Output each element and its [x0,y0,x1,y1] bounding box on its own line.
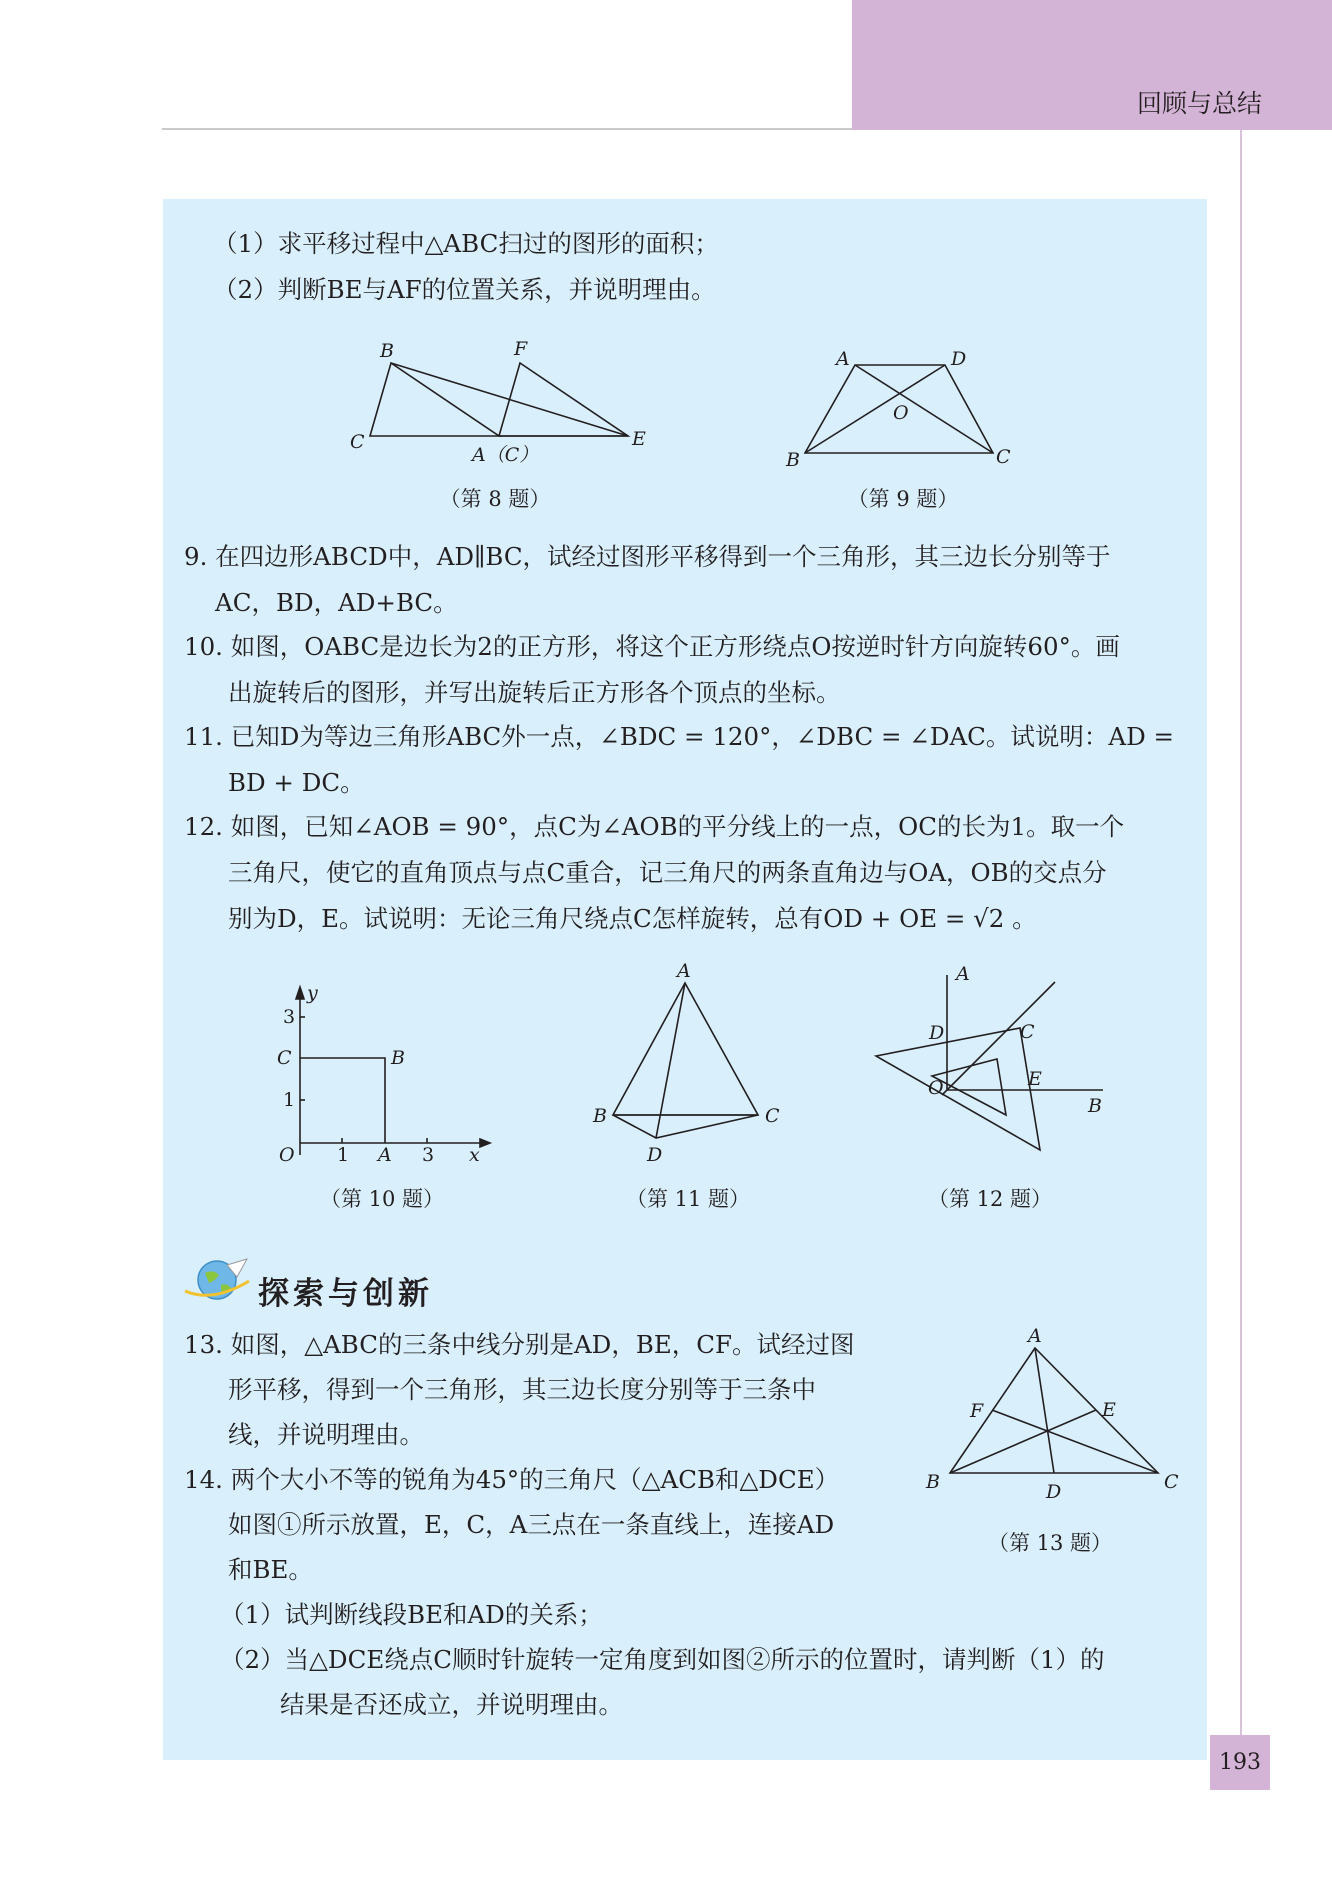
q14-part2-line1: （2）当△DCE绕点C顺时针旋转一定角度到如图②所示的位置时，请判断（1）的 [220,1645,1105,1674]
figure-11 [585,960,805,1175]
q14-part2-line2: 结果是否还成立，并说明理由。 [280,1690,623,1719]
label-A: A [956,963,970,985]
label-C: C [1164,1471,1179,1493]
triangle-def [499,363,628,436]
label-D: D [929,1022,945,1044]
label-F: F [514,338,528,360]
figure-9 [780,345,1030,470]
figure-10 [265,982,495,1166]
label-B: B [926,1471,940,1493]
caption-fig8: （第 8 题） [439,487,551,511]
tick-y3: 3 [283,1006,296,1028]
tick-x1: 1 [337,1144,350,1166]
label-B: B [786,449,800,471]
label-A: A [1028,1325,1042,1347]
label-E: E [1102,1399,1116,1421]
q12-line2: 三角尺，使它的直角顶点与点C重合，记三角尺的两条直角边与OA，OB的交点分 [228,858,1107,887]
triangle-abc [370,363,499,436]
section-title: 探索与创新 [258,1276,433,1312]
figure-8 [340,335,670,465]
label-B: B [391,1047,405,1069]
caption-fig9: （第 9 题） [847,487,959,511]
caption-fig10: （第 10 题） [319,1187,445,1211]
label-E: E [1028,1068,1042,1090]
label-C: C [765,1105,780,1127]
q14-line1: 14. 两个大小不等的锐角为45°的三角尺（△ACB和△DCE） [184,1465,840,1494]
label-D: D [951,348,967,370]
q13-line2: 形平移，得到一个三角形，其三边长度分别等于三条中 [228,1375,816,1404]
header-banner [852,0,1332,130]
page-number: 193 [1210,1735,1270,1790]
label-C: C [350,431,365,453]
label-C: C [996,446,1011,468]
label-B: B [593,1105,607,1127]
label-y: y [307,982,318,1004]
q10-line2: 出旋转后的图形，并写出旋转后正方形各个顶点的坐标。 [228,678,841,707]
label-A: A [677,960,691,982]
label-O: O [893,402,909,424]
label-O: O [279,1144,295,1166]
label-B: B [380,340,394,362]
triangle-bdc [613,1115,758,1138]
q12-line1: 12. 如图，已知∠AOB = 90°，点C为∠AOB的平分线上的一点，OC的长为1。取一个 [184,812,1125,841]
q14-line3: 和BE。 [228,1555,313,1584]
label-AC: A（C） [472,444,539,466]
triangle-abc [613,983,758,1115]
q11-line2: BD + DC。 [228,768,365,797]
label-x: x [469,1144,480,1166]
header-rule [162,128,852,130]
label-O: O [928,1077,944,1099]
globe-paper-plane-icon [183,1255,253,1305]
header-title: 回顾与总结 [1136,89,1262,118]
q9-line2: AC，BD，AD+BC。 [215,588,458,617]
label-C: C [1020,1021,1035,1043]
label-B: B [1088,1095,1102,1117]
caption-fig13: （第 13 题） [987,1531,1113,1555]
q13-line3: 线，并说明理由。 [228,1420,424,1449]
q14-line2: 如图①所示放置，E，C，A三点在一条直线上，连接AD [228,1510,835,1539]
q12-line3: 别为D，E。试说明：无论三角尺绕点C怎样旋转，总有OD + OE = √2 。 [228,904,1037,933]
q9-line1: 9. 在四边形ABCD中，AD∥BC，试经过图形平移得到一个三角形，其三边长分别等于 [184,542,1111,571]
q13-line1: 13. 如图，△ABC的三条中线分别是AD，BE，CF。试经过图 [184,1330,855,1359]
q8-part2: （2）判断BE与AF的位置关系，并说明理由。 [213,275,716,304]
label-C: C [277,1047,292,1069]
margin-rule [1240,130,1242,1740]
figure-13 [920,1325,1190,1518]
tick-y1: 1 [283,1089,296,1111]
figure-12 [870,960,1130,1175]
q10-line1: 10. 如图，OABC是边长为2的正方形，将这个正方形绕点O按逆时针方向旋转60°。画 [184,632,1120,661]
label-D: D [1046,1481,1062,1503]
q8-part1: （1）求平移过程中△ABC扫过的图形的面积； [213,229,719,258]
label-E: E [632,428,646,450]
label-A: A [836,348,850,370]
square-oabc [300,1058,385,1143]
label-D: D [647,1144,663,1166]
q14-part1: （1）试判断线段BE和AD的关系； [220,1600,603,1629]
q11-line1: 11. 已知D为等边三角形ABC外一点，∠BDC = 120°，∠DBC = ∠DAC。试说明：AD = [184,722,1175,751]
label-A: A [378,1144,392,1166]
caption-fig11: （第 11 题） [625,1187,751,1211]
tick-x3: 3 [422,1144,435,1166]
caption-fig12: （第 12 题） [927,1187,1053,1211]
label-F: F [970,1400,984,1422]
